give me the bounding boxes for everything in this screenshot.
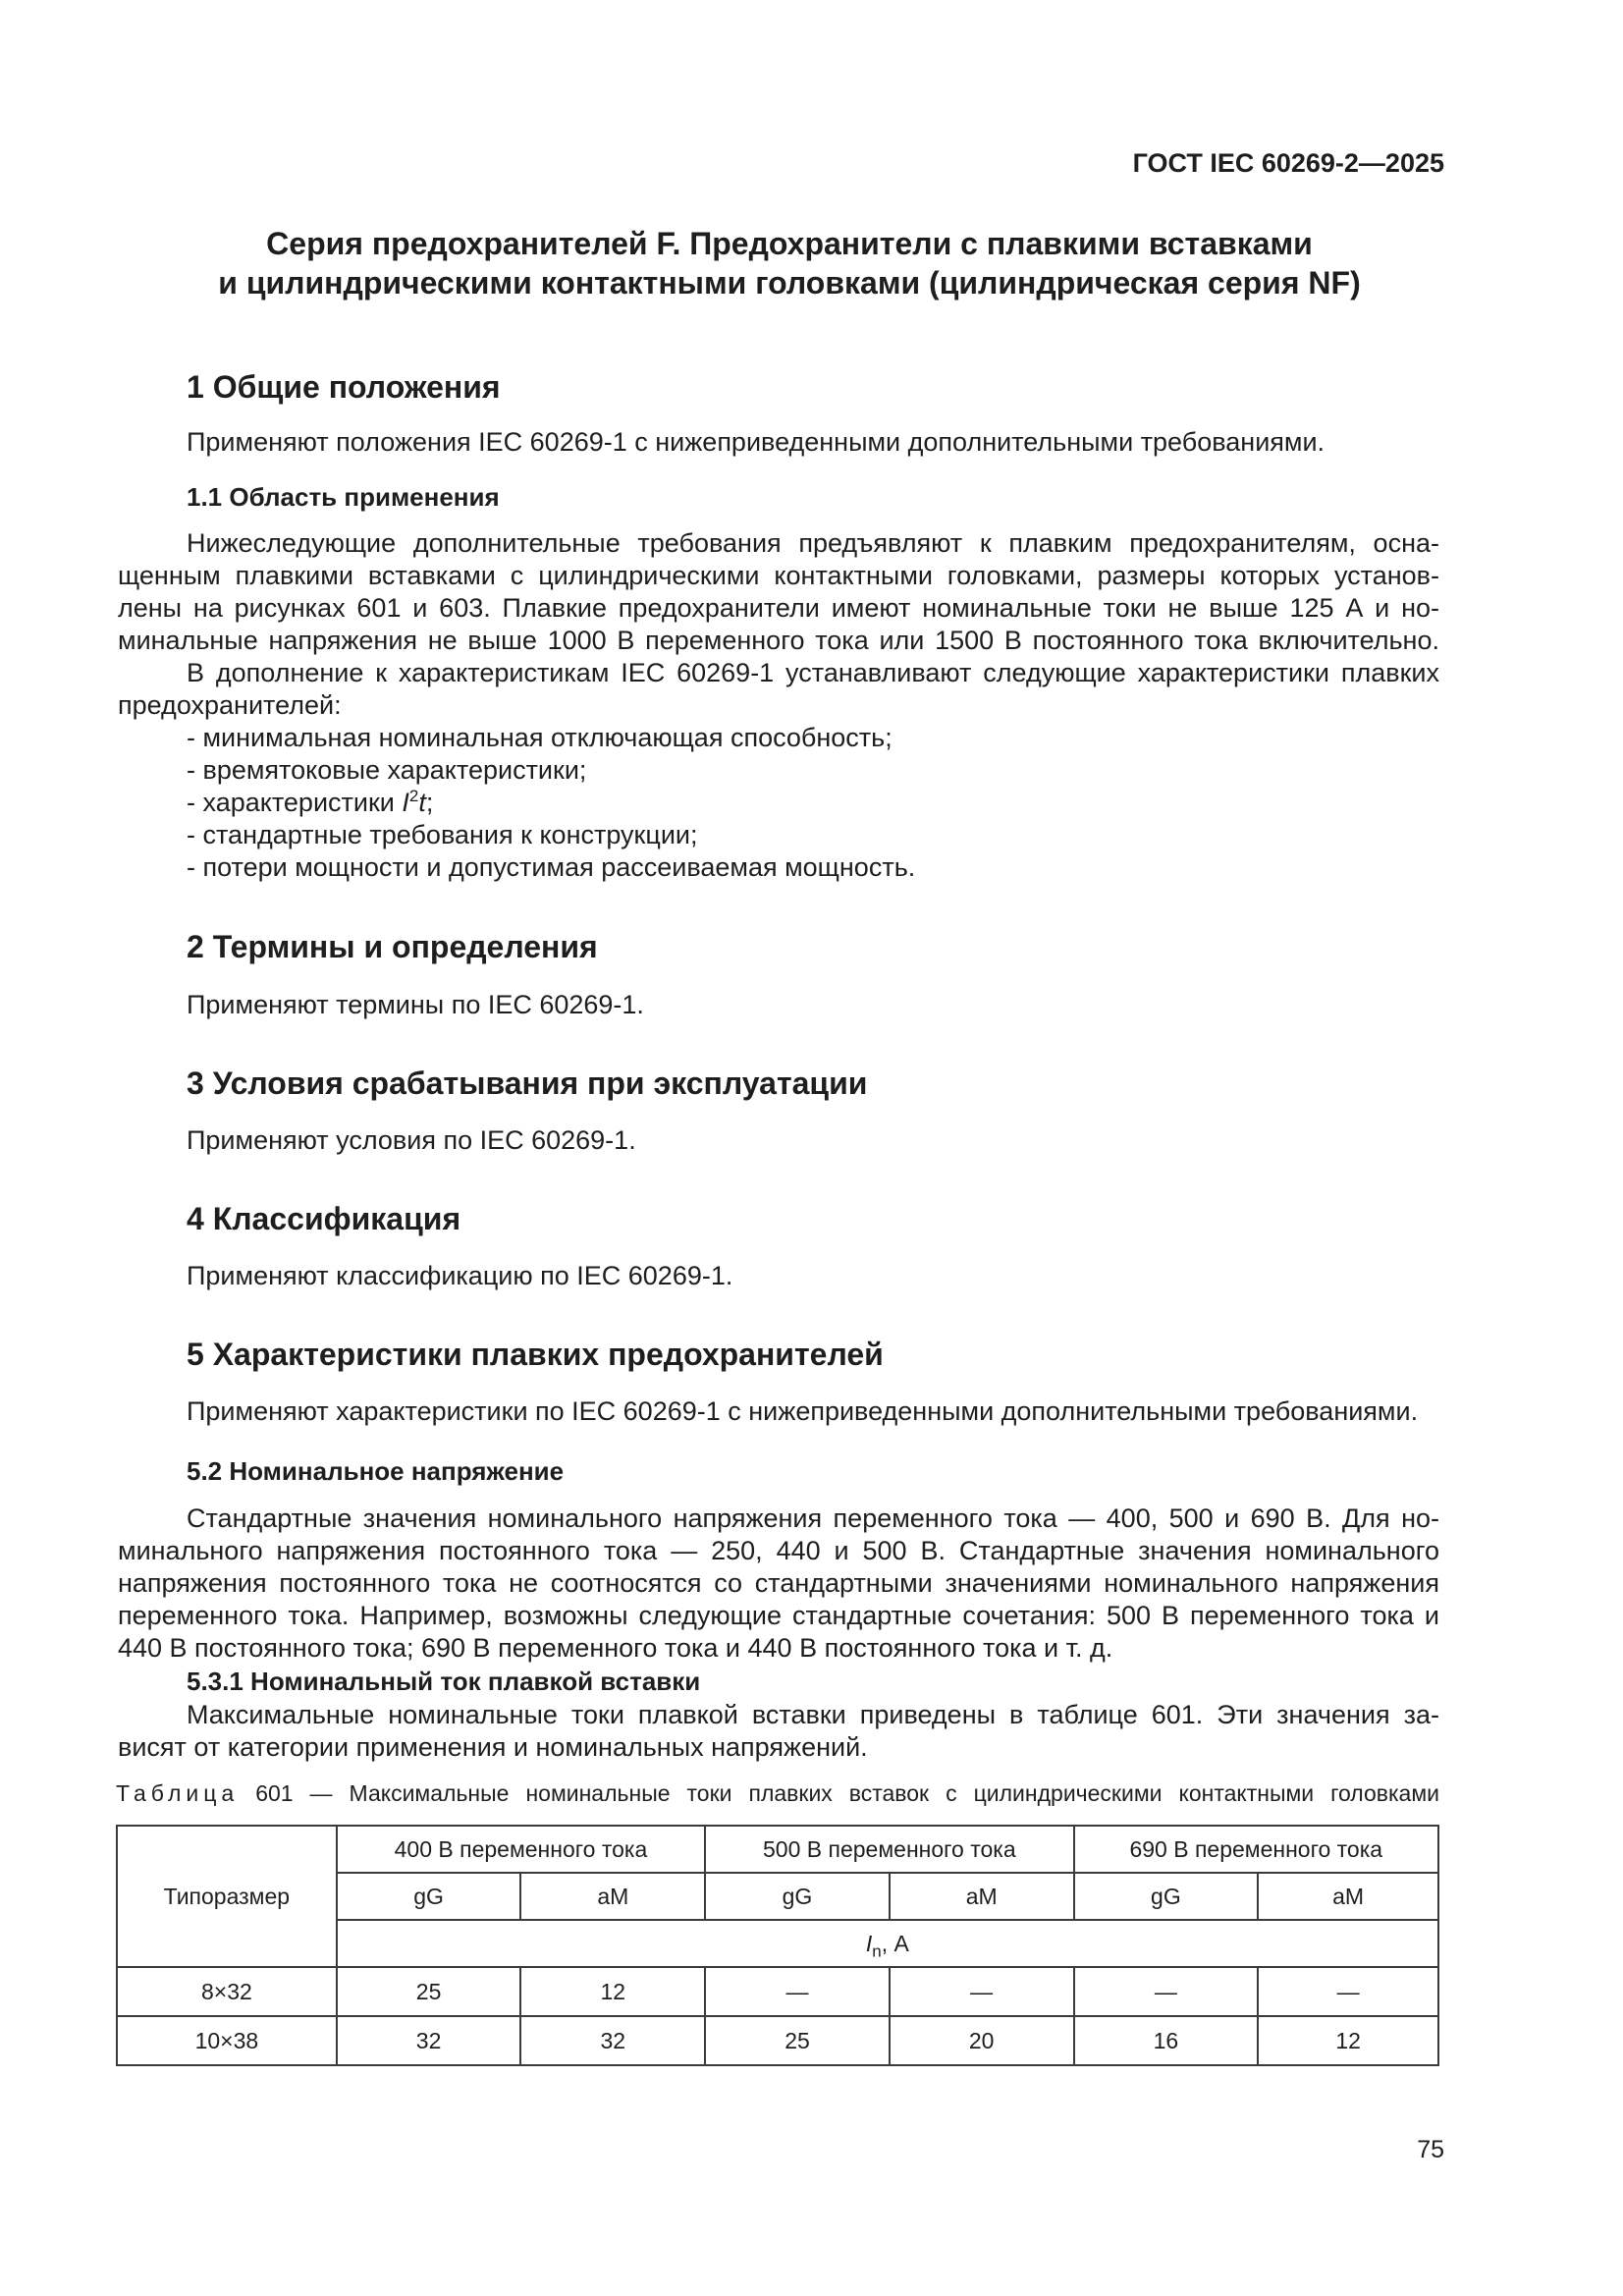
document-title [116,224,1463,302]
list-item: - стандартные требования к конструкции; [187,820,698,849]
table-caption-text: 601 — Максимальные номинальные токи плавких вставок с цилиндрическими контактными головками [255,1780,1440,1806]
value-cell: 32 [337,2016,521,2065]
text-line: напряжения постоянного тока не соотносятся со стандартными значениями номинального напряжения [118,1568,1439,1598]
text-line: Стандартные значения номинального напряжения переменного тока — 400, 500 и 690 В. Для но- [187,1503,1439,1533]
text-line: предохранителей: [118,690,342,720]
section-1-text: Применяют положения IEC 60269-1 с нижеприведенными дополнительными требованиями. [187,427,1325,457]
table-caption [116,1779,1439,1807]
paragraph-5-3-1 [118,1699,1439,1764]
i2t-suffix: ; [425,788,434,817]
list-item-i2t [187,787,915,819]
list-item: - потери мощности и допустимая рассеиваемая мощность. [187,852,916,882]
value-cell: — [890,1967,1074,2016]
text-line: Нижеследующие дополнительные требования предъявляют к плавким предохранителям, осна- [187,528,1439,558]
list-item: - времятоковые характеристики; [187,755,587,785]
section-heading-3: 3 Условия срабатывания при эксплуатации [187,1066,868,1101]
subsection-heading-1-1: 1.1 Область применения [187,482,500,512]
size-header-cell: Типоразмер [117,1826,337,1967]
text-line: лены на рисунках 601 и 603. Плавкие предохранители имеют номинальные токи не выше 125 А и но- [118,593,1439,623]
i2t-exponent: 2 [408,787,419,805]
section-heading-4: 4 Классификация [187,1201,461,1236]
category-header: aM [890,1873,1074,1920]
section-2-text: Применяют термины по IEC 60269-1. [187,990,644,1019]
table-row [117,1967,1438,2016]
unit-sub: n [872,1941,882,1961]
unit-header [337,1920,1438,1967]
subsection-heading-5-2: 5.2 Номинальное напряжение [187,1456,565,1486]
list-item: - минимальная номинальная отключающая способность; [187,723,893,752]
text-line: переменного тока. Например, возможны следующие стандартные сочетания: 500 В переменного тока и [118,1601,1439,1630]
text-line: Максимальные номинальные токи плавкой вставки приведены в таблице 601. Эти значения за- [187,1700,1439,1729]
rated-current-table [116,1825,1439,2066]
value-cell: 20 [890,2016,1074,2065]
table-caption-label: Таблица [116,1780,240,1806]
text-line: щенным плавкими вставками с цилиндрическими контактными головками, размеры которых установ- [118,561,1439,590]
unit-rest: , А [881,1930,909,1956]
category-header: gG [1074,1873,1259,1920]
text-line: минальные напряжения не выше 1000 В переменного тока или 1500 В постоянного тока включительно. [118,626,1439,655]
voltage-group-header: 500 В переменного тока [705,1826,1073,1873]
table-row [117,2016,1438,2065]
paragraph-5-2 [118,1503,1439,1665]
document-id: ГОСТ IEC 60269-2—2025 [1132,148,1444,178]
title-line: и цилиндрическими контактными головками (цилиндрическая серия NF) [218,265,1361,301]
title-line: Серия предохранителей F. Предохранители с плавкими вставками [266,226,1313,261]
category-header: gG [337,1873,521,1920]
value-cell: 25 [337,1967,521,2016]
text-line: 440 В постоянного тока; 690 В переменного тока и 440 В постоянного тока и т. д. [118,1633,1113,1663]
section-4-text: Применяют классификацию по IEC 60269-1. [187,1261,733,1290]
size-cell: 8×32 [117,1967,337,2016]
value-cell: 32 [520,2016,705,2065]
i2t-prefix: - характеристики [187,788,403,817]
text-line: висят от категории применения и номинальных напряжений. [118,1732,868,1762]
i2t-var-i: I [402,788,409,817]
subsection-heading-5-3-1: 5.3.1 Номинальный ток плавкой вставки [187,1667,701,1696]
category-header: aM [1258,1873,1438,1920]
category-header: gG [705,1873,890,1920]
category-header: aM [520,1873,705,1920]
value-cell: 12 [520,1967,705,2016]
section-heading-1: 1 Общие положения [187,369,501,405]
value-cell: 25 [705,2016,890,2065]
voltage-group-header: 400 В переменного тока [337,1826,705,1873]
section-heading-5: 5 Характеристики плавких предохранителей [187,1337,884,1372]
value-cell: 16 [1074,2016,1259,2065]
size-cell: 10×38 [117,2016,337,2065]
page-number: 75 [1417,2136,1444,2163]
text-line: минального напряжения постоянного тока — 250, 440 и 500 В. Стандартные значения номинального [118,1536,1439,1565]
section-3-text: Применяют условия по IEC 60269-1. [187,1125,636,1155]
unit-var: I [865,1930,873,1956]
voltage-group-header: 690 В переменного тока [1074,1826,1438,1873]
text-line: В дополнение к характеристикам IEC 60269-1 устанавливают следующие характеристики плавких [187,658,1439,687]
paragraph-1-1-scope [118,527,1439,722]
section-5-text: Применяют характеристики по IEC 60269-1 с нижеприведенными дополнительными требованиями. [187,1396,1419,1426]
section-heading-2: 2 Термины и определения [187,929,598,964]
value-cell: — [705,1967,890,2016]
value-cell: — [1074,1967,1259,2016]
characteristics-list [187,722,915,884]
value-cell: — [1258,1967,1438,2016]
value-cell: 12 [1258,2016,1438,2065]
i2t-var-t: t [418,788,426,817]
